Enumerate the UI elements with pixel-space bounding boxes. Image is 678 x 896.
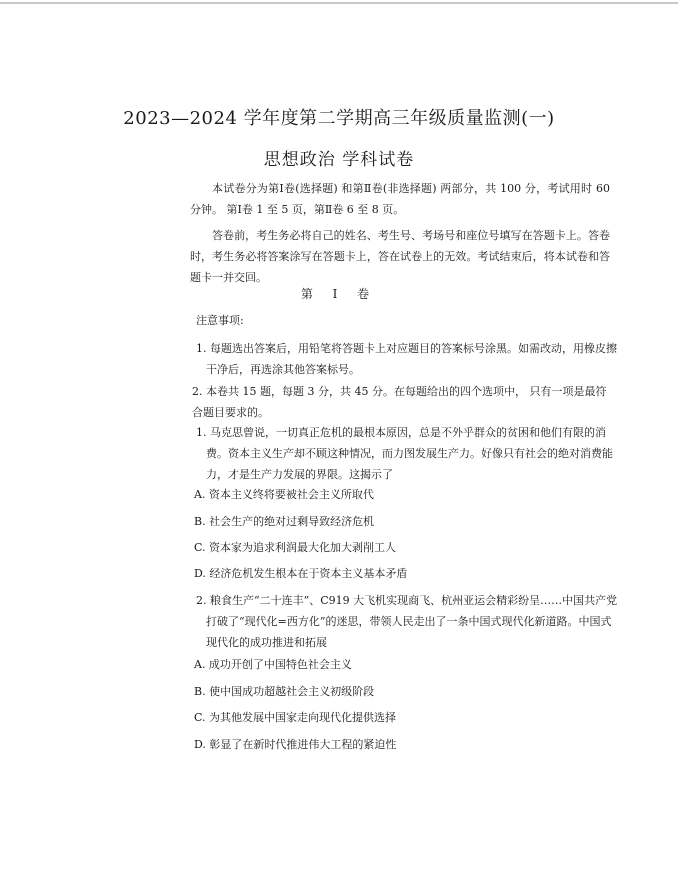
question-2-stem: 2. 粮食生产“二十连丰”、C919 大飞机实现商飞、杭州亚运会精彩纷呈……中国共产党打破了“现代化=西方化”的迷思，带领人民走出了一条中国式现代化新道路。中国式现代化的成功推进和拓展: [196, 594, 618, 649]
section-heading: 第 Ⅰ 卷: [300, 287, 378, 301]
notice-label: 注意事项:: [196, 314, 244, 327]
question-1-stem: 1. 马克思曾说，一切真正危机的最根本原因，总是不外乎群众的贫困和他们有限的消费。资本主义生产却不顾这种情况，而力图发展生产力。好像只有社会的绝对消费能力，才是生产力发展的界限。这揭示了: [196, 426, 613, 481]
question-1-option-d: D. 经济危机发生根本在于资本主义基本矛盾: [194, 567, 408, 580]
intro-paragraph-2: 答卷前，考生务必将自己的姓名、考生号、考场号和座位号填写在答题卡上。答卷时，考生务必将答案涂写在答题卡上，答在试卷上的无效。考试结束后，将本试卷和答题卡一并交回。: [190, 229, 610, 284]
notice-item-1: 1. 每题选出答案后，用铅笔将答题卡上对应题目的答案标号涂黑。如需改动，用橡皮擦干净后，再选涂其他答案标号。: [196, 342, 617, 376]
question-1-option-b: B. 社会生产的绝对过剩导致经济危机: [194, 515, 375, 528]
intro-paragraph-1: 本试卷分为第Ⅰ卷(选择题) 和第Ⅱ卷(非选择题) 两部分，共 100 分，考试用时 60 分钟。 第Ⅰ卷 1 至 5 页，第Ⅱ卷 6 至 8 页。: [190, 182, 610, 216]
question-2-option-c: C. 为其他发展中国家走向现代化提供选择: [194, 711, 397, 724]
exam-title: 2023—2024 学年度第二学期高三年级质量监测(一): [123, 108, 555, 129]
question-2-option-a: A. 成功开创了中国特色社会主义: [194, 658, 352, 671]
exam-subtitle: 思想政治 学科试卷: [263, 150, 415, 170]
question-1-option-a: A. 资本主义终将要被社会主义所取代: [194, 488, 374, 501]
question-2-option-d: D. 彰显了在新时代推进伟大工程的紧迫性: [194, 738, 397, 751]
notice-item-2: 2. 本卷共 15 题，每题 3 分，共 45 分。在每题给出的四个选项中， 只有一项是最符合题目要求的。: [192, 385, 607, 419]
question-1-option-c: C. 资本家为追求利润最大化加大剥削工人: [194, 541, 397, 554]
question-2-option-b: B. 使中国成功超越社会主义初级阶段: [194, 685, 375, 698]
